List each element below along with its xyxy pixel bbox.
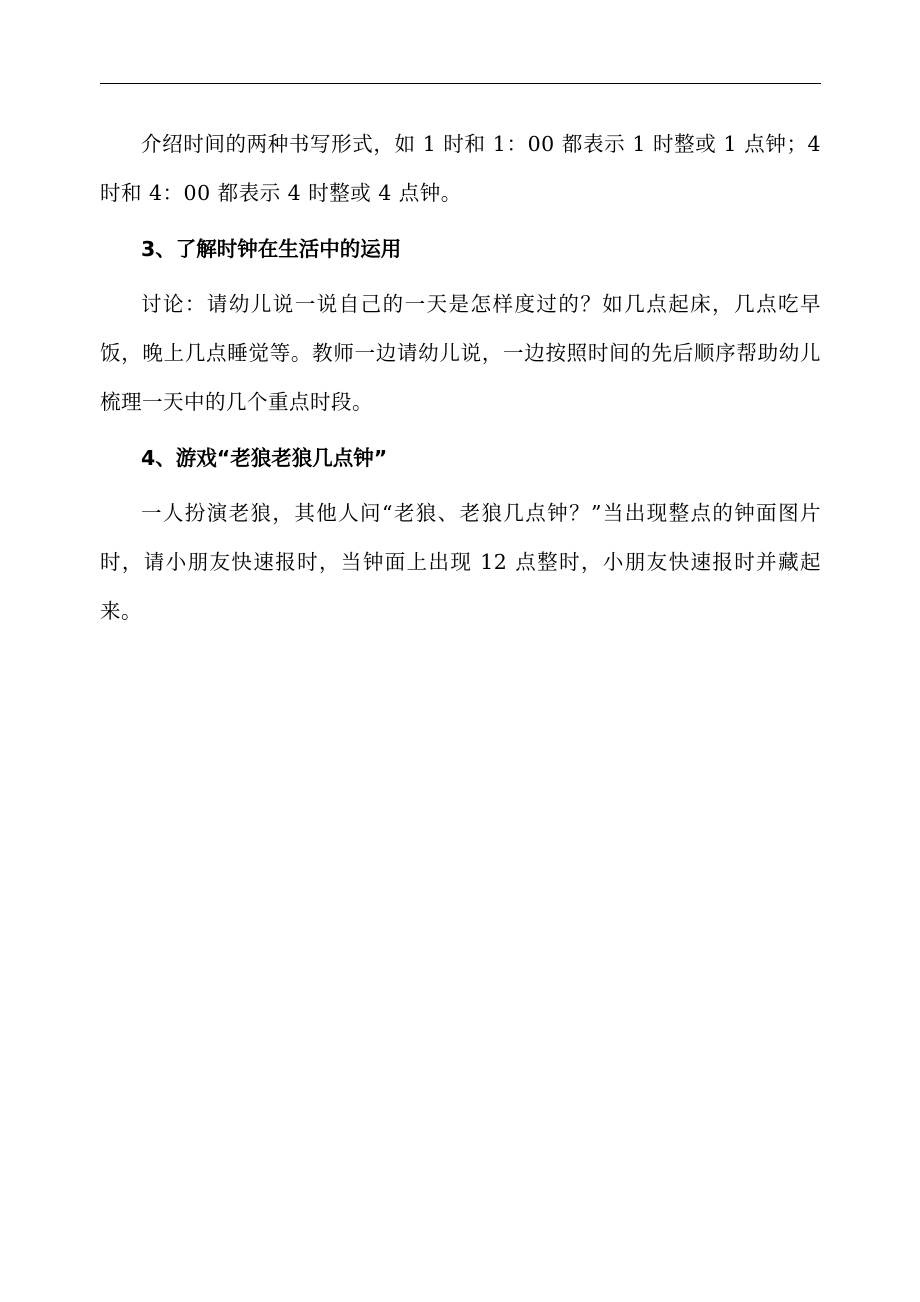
paragraph-discussion: 讨论：请幼儿说一说自己的一天是怎样度过的？如几点起床，几点吃早饭，晚上几点睡觉等。教师一边请幼儿说，一边按照时间的先后顺序帮助幼儿梳理一天中的几个重点时段。 — [100, 292, 821, 414]
section-heading-clock-usage: 3、了解时钟在生活中的运用 — [141, 237, 402, 261]
header-rule — [100, 83, 821, 84]
document-body — [100, 120, 821, 636]
paragraph-game-rules: 一人扮演老狼，其他人问“老狼、老狼几点钟？”当出现整点的钟面图片时，请小朋友快速报时，当钟面上出现 12 点整时，小朋友快速报时并藏起来。 — [100, 501, 821, 623]
paragraph-time-formats: 介绍时间的两种书写形式，如 1 时和 1：00 都表示 1 时整或 1 点钟；4 时和 4：00 都表示 4 时整或 4 点钟。 — [100, 132, 821, 205]
section-heading-game: 4、游戏“老狼老狼几点钟” — [141, 446, 388, 470]
